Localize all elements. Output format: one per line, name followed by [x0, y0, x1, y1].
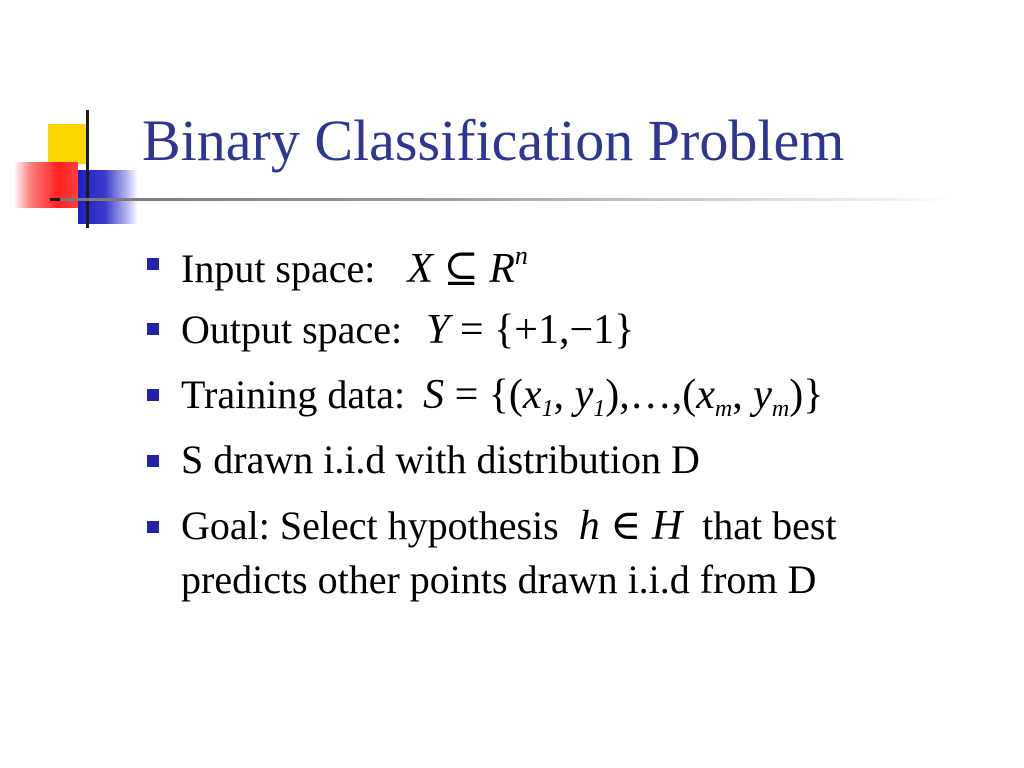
bullet-marker: [147, 258, 159, 270]
bullet-text: Goal: Select hypothesis: [181, 503, 559, 548]
bullet-marker: [147, 521, 159, 533]
bullet-text: S drawn i.i.d with distribution D: [181, 437, 700, 482]
bullet-marker: [147, 323, 159, 335]
training-data-formula: $S = \{(x_1$, $y_1),\dots,(x_m$, $y_m$)}: [423, 372, 824, 422]
bullet-goal: [181, 505, 837, 547]
input-space-formula: X ⊆ $R^n$: [407, 241, 528, 292]
bullet-input-space: [181, 243, 528, 290]
bullet-text: Output space:: [181, 307, 403, 352]
bullet-text: Input space:: [181, 246, 376, 291]
bullet-goal-continuation: predicts other points drawn i.i.d from D: [181, 557, 817, 602]
bullet-marker: [147, 455, 159, 467]
output-space-formula: Y = {+1,−1}: [426, 307, 635, 353]
bullet-output-space: [181, 309, 634, 351]
bullet-training-data: [181, 374, 823, 421]
bullet-text-after: that best: [702, 503, 837, 548]
bullet-marker: [147, 389, 159, 401]
slide-title: Binary Classification Problem: [142, 108, 845, 173]
bullet-sampling: [181, 437, 700, 482]
hypothesis-formula: h ∈ H: [578, 503, 683, 549]
bullet-text: Training data:: [181, 372, 406, 417]
